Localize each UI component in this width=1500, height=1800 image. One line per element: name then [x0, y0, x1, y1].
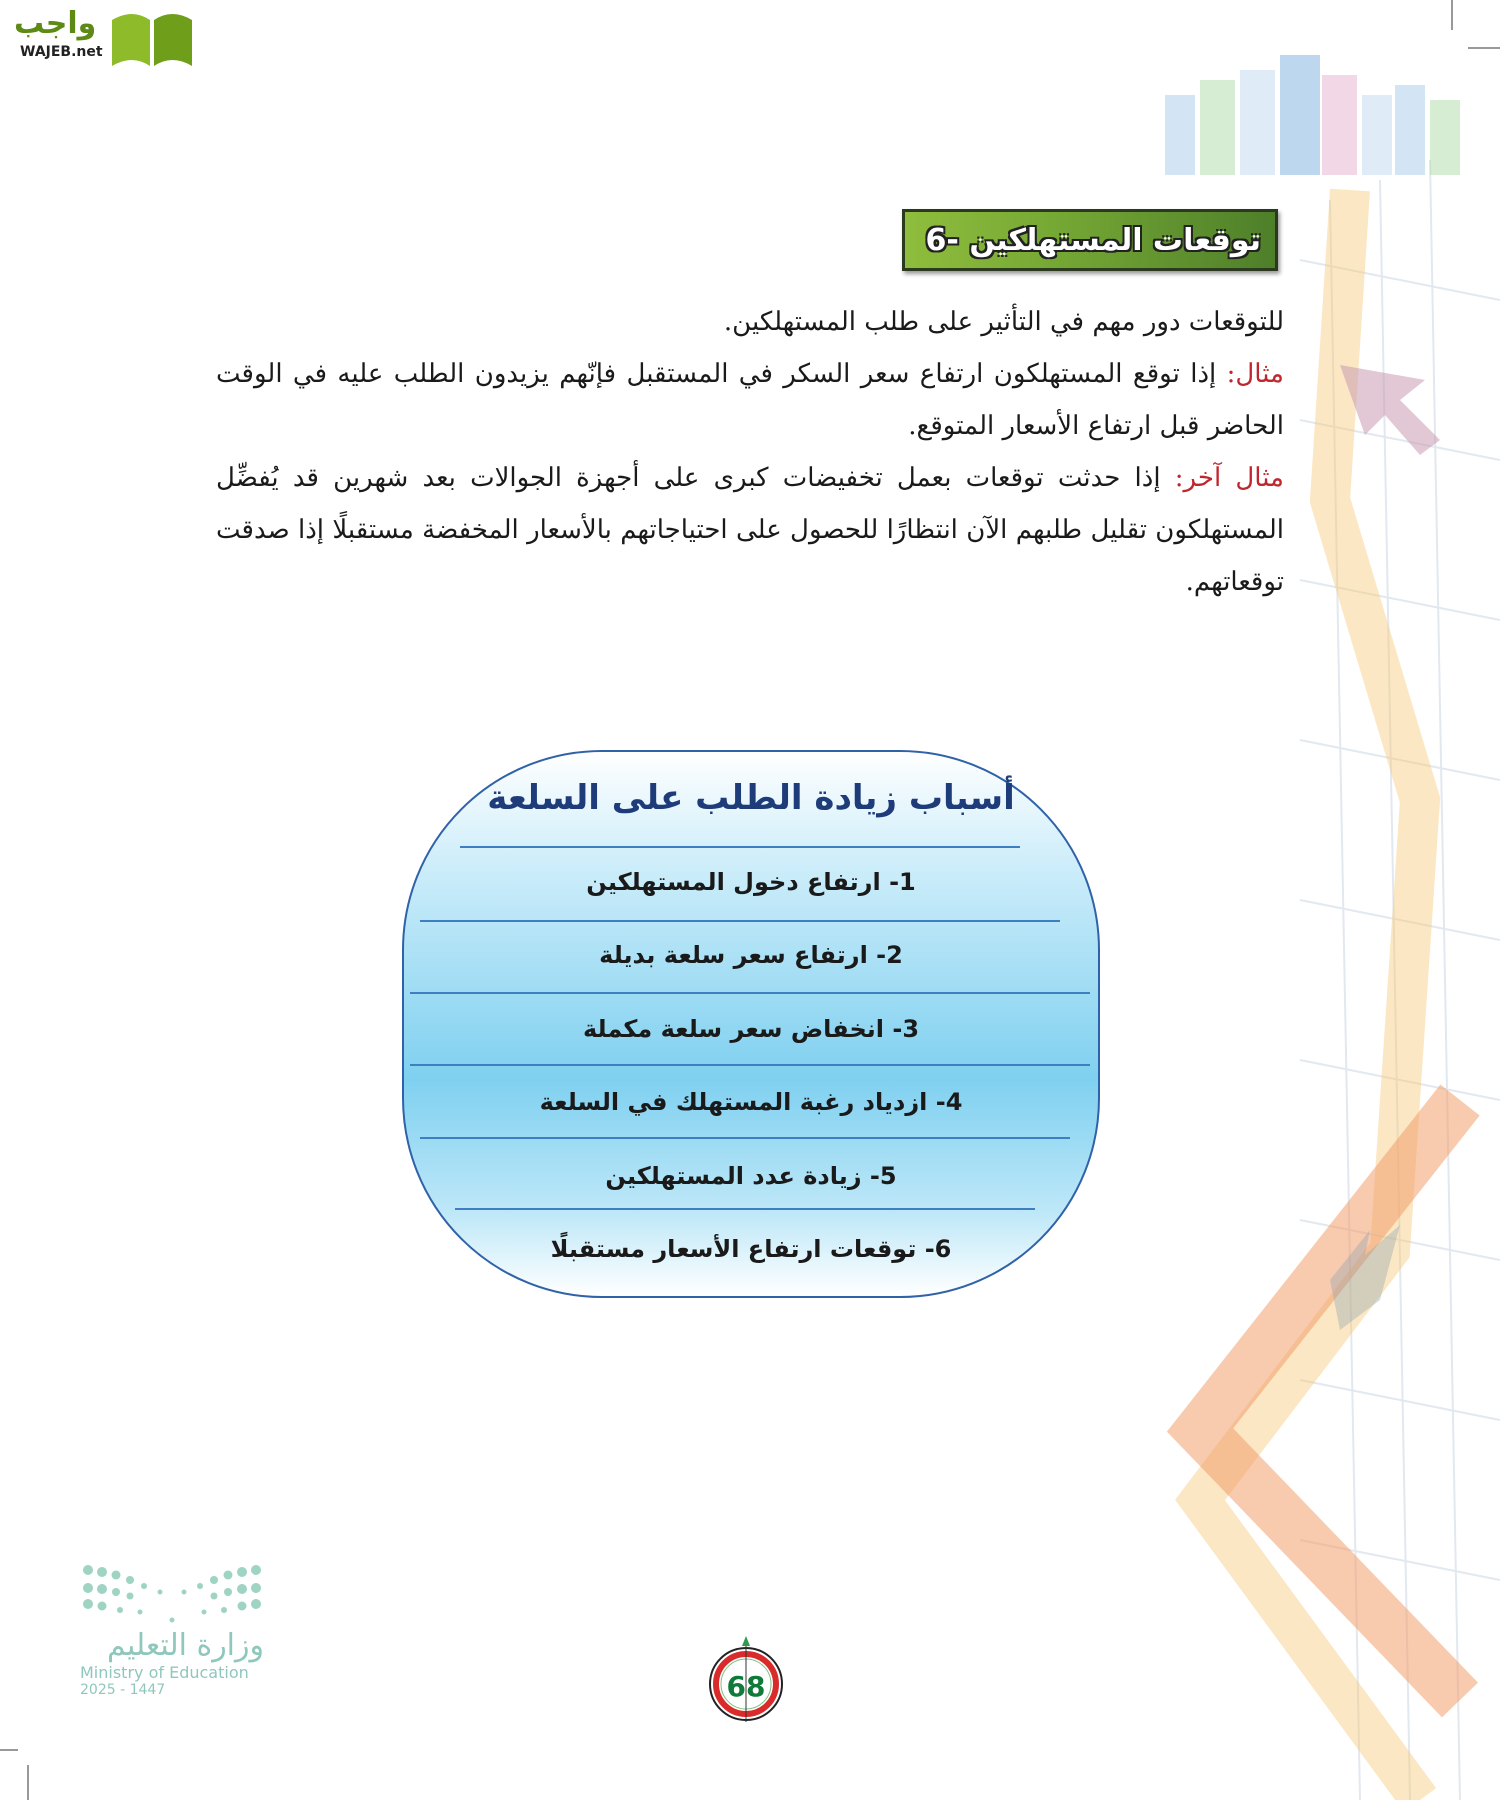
reason-item: 1- ارتفاع دخول المستهلكين: [586, 868, 916, 896]
section-title: 6- توقعات المستهلكين: [902, 209, 1278, 271]
body-text: [216, 296, 1284, 608]
reasons-box-title: أسباب زيادة الطلب على السلعة: [487, 778, 1015, 818]
example-label: مثال:: [1226, 359, 1284, 389]
another-example-paragraph: مثال آخر: إذا حدثت توقعات بعمل تخفيضات كبرى على أجهزة الجوالات بعد شهرين قد يُفضِّل المستهلكون تقليل طلبهم الآن انتظارًا للحصول على احتياجاتهم بالأسعار المخفضة مستقبلًا إذا صدقت توقعاتهم.: [216, 463, 1284, 597]
divider: [420, 920, 1060, 922]
wajeb-logo[interactable]: واجب WAJEB.net: [10, 6, 190, 66]
example-paragraph: مثال: إذا توقع المستهلكون ارتفاع سعر السكر في المستقبل فإنّهم يزيدون الطلب عليه في الوقت الحاضر قبل ارتفاع الأسعار المتوقع.: [216, 359, 1284, 441]
divider: [410, 992, 1090, 994]
divider: [420, 1137, 1070, 1139]
open-book-icon: [108, 6, 196, 68]
reason-item: 2- ارتفاع سعر سلعة بديلة: [599, 941, 903, 969]
reason-item: 6- توقعات ارتفاع الأسعار مستقبلًا: [550, 1235, 952, 1263]
reason-item: 4- ازدياد رغبة المستهلك في السلعة: [539, 1088, 963, 1116]
ministry-dots-icon: [80, 1562, 264, 1624]
reason-item: 5- زيادة عدد المستهلكين: [605, 1162, 897, 1190]
reason-item: 3- انخفاض سعر سلعة مكملة: [582, 1015, 920, 1043]
divider: [410, 1064, 1090, 1066]
ministry-logo: وزارة التعليم Ministry of Education 2025 - 1447: [80, 1562, 270, 1698]
divider: [460, 846, 1020, 848]
another-example-label: مثال آخر:: [1174, 463, 1284, 493]
divider: [455, 1208, 1035, 1210]
intro-paragraph: للتوقعات دور مهم في التأثير على طلب المستهلكين.: [723, 307, 1284, 337]
page-number-badge: 68: [702, 1636, 790, 1724]
